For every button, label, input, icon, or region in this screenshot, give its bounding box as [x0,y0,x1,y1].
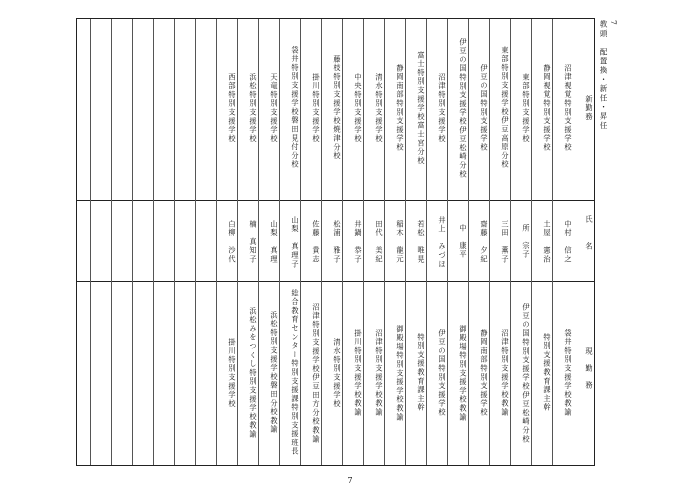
person-name: 井鍋 恭子 [354,220,363,264]
previous-post: 掛川特別支援学校 [228,337,237,409]
table-row [216,19,237,465]
person-name: 稲木 龍元 [396,220,405,264]
person-name: 白柳 沙代 [228,220,237,264]
table-row [468,19,489,465]
new-post: 伊豆の国特別支援学校伊豆松崎分校 [459,37,468,179]
table-row [321,19,342,465]
new-post: 沼津視覚特別支援学校 [564,64,573,152]
table-row [342,19,363,465]
section-heading [598,20,618,130]
previous-post: 特別支援教育課主幹 [543,333,552,413]
new-post: 掛川特別支援学校 [312,72,321,144]
table-row [237,19,258,465]
table-row [531,19,552,465]
empty-column [195,19,216,465]
page-number: 7 [347,476,353,485]
person-name: 齋藤 夕紀 [480,220,489,264]
previous-post: 特別支援教育課主幹 [417,333,426,413]
person-name: 山梨 真理子 [291,215,300,269]
previous-post: 御殿場特別支援学校教諭 [459,324,468,422]
new-post: 清水特別支援学校 [375,72,384,144]
new-post: 中央特別支援学校 [354,72,363,144]
previous-post: 沼津特別支援学校教諭 [375,329,384,417]
new-post: 天竜特別支援学校 [270,72,279,144]
person-name: 井上 みづほ [438,215,447,269]
table-row [447,19,468,465]
previous-post: 静岡南部特別支援学校 [480,329,489,417]
table-row [258,19,279,465]
table-row [300,19,321,465]
new-post: 藤枝特別支援学校焼津分校 [333,55,342,161]
new-post: 富士特別支援学校富士宮分校 [417,50,426,166]
person-name: 中村 信之 [564,220,573,264]
previous-post: 伊豆の国特別支援学校伊豆松崎分校 [522,302,531,444]
previous-post: 浜松みをつくし特別支援学校教諭 [249,307,258,439]
person-name: 中 康平 [459,224,468,260]
new-post: 西部特別支援学校 [228,72,237,144]
new-post: 沼津特別支援学校 [438,72,447,144]
header-name: 氏名 [585,214,594,270]
empty-column [174,19,195,465]
table-row [552,19,573,465]
previous-post: 浜松特別支援学校磐田分校教諭 [270,311,279,435]
table-row [426,19,447,465]
section-title: 教頭 配置換・新任・昇任 [599,20,608,131]
person-name: 所 宗子 [522,224,531,260]
new-post: 静岡南部特別支援学校 [396,64,405,152]
previous-post: 御殿場特別支援学校教諭 [396,324,405,422]
previous-post: 総合教育センター特別支援課特別支援班長 [291,289,300,457]
previous-post: 掛川特別支援学校教諭 [354,329,363,417]
personnel-table [76,18,595,466]
person-name: 三田 薫子 [501,220,510,264]
new-post: 東部特別支援学校 [522,72,531,144]
section-number: 7 [609,20,618,27]
table-row [405,19,426,465]
table-row [489,19,510,465]
person-name: 佐藤 貴志 [312,220,321,264]
person-name: 山梨 真理 [270,220,279,264]
new-post: 伊豆の国特別支援学校 [480,64,489,152]
empty-column [90,19,111,465]
new-post: 静岡視覚特別支援学校 [543,64,552,152]
header-position: 新勤務 [585,94,594,122]
table-row [279,19,300,465]
previous-post: 沼津特別支援学校教諭 [501,329,510,417]
person-name: 土屋 憲治 [543,220,552,264]
previous-post: 伊豆の国特別支援学校 [438,329,447,417]
person-name: 松浦 雅子 [333,220,342,264]
previous-post: 袋井特別支援学校教諭 [564,329,573,417]
empty-column [153,19,174,465]
header-column [573,19,594,465]
table-row [384,19,405,465]
header-prev: 現勤務 [585,347,594,399]
previous-post: 沼津特別支援学校伊豆田方分校教諭 [312,302,321,444]
new-post: 浜松特別支援学校 [249,72,258,144]
empty-column [132,19,153,465]
previous-post: 清水特別支援学校 [333,337,342,409]
person-name: 若松 唯晃 [417,220,426,264]
empty-column [111,19,132,465]
new-post: 袋井特別支援学校磐田見付分校 [291,46,300,170]
table-row [363,19,384,465]
table-row [510,19,531,465]
new-post: 東部特別支援学校伊豆高原分校 [501,46,510,170]
person-name: 田代 美紀 [375,220,384,264]
person-name: 楠 真知子 [249,220,258,264]
